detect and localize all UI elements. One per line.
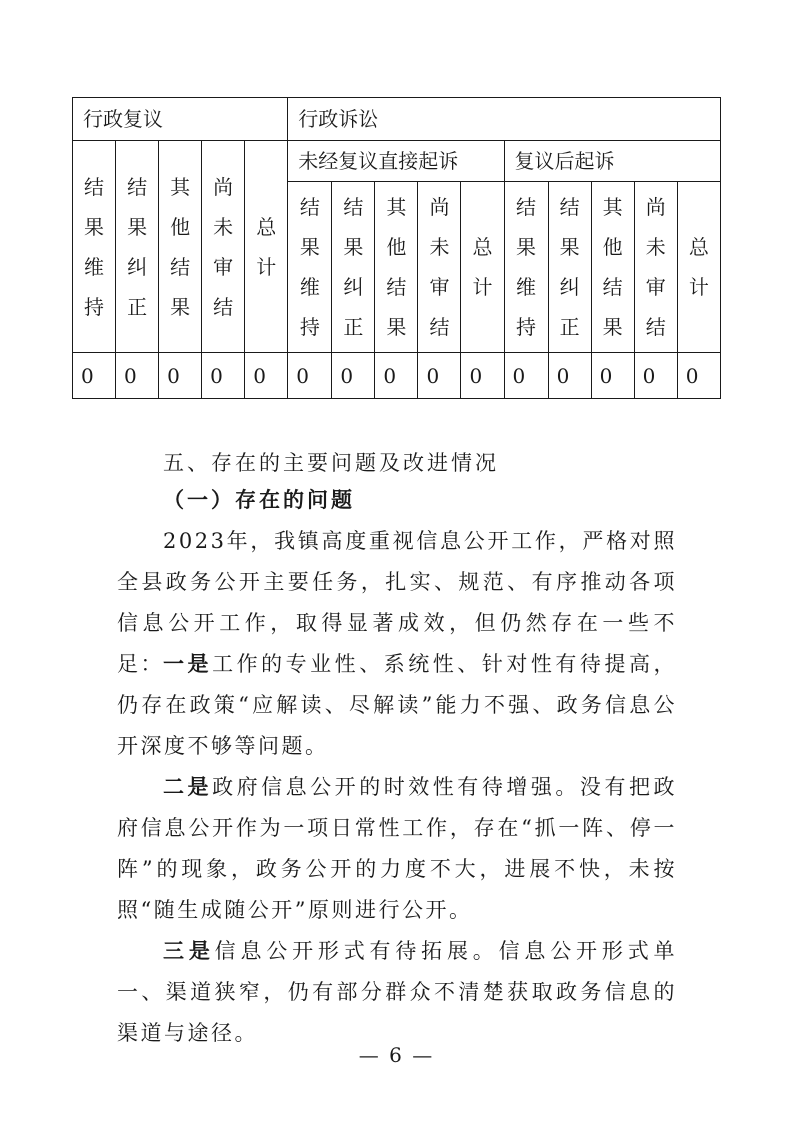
section-subheading: （一）存在的问题 [163,488,355,512]
value-cell: 0 [677,353,720,399]
point-3-paragraph [117,931,677,1054]
col-review-corrected: 结果纠正 [116,141,159,353]
value-cell: 0 [73,353,116,399]
point-2-text: 政府信息公开的时效性有待增强。没有把政府信息公开作为一项日常性工作，存在“抓一阵、停一阵”的现象，政务公开的力度不大，进展不快，未按照“随生成随公开”原则进行公开。 [117,775,678,922]
point-1-paragraph [117,644,677,767]
col-after-pending: 尚未审结 [634,182,677,353]
col-direct-pending: 尚未审结 [418,182,461,353]
value-cell: 0 [288,353,332,399]
col-review-pending: 尚未审结 [202,141,245,353]
point-2-lead: 二是 [163,775,213,799]
col-after-total: 总计 [677,182,720,353]
col-review-other: 其他结果 [159,141,202,353]
header-admin-litigation: 行政诉讼 [288,98,721,141]
litigation-review-table [72,97,721,399]
col-review-total: 总计 [245,141,288,353]
value-cell: 0 [548,353,591,399]
col-after-corrected: 结果纠正 [548,182,591,353]
point-3-lead: 三是 [163,939,215,963]
value-cell: 0 [159,353,202,399]
intro-paragraph: 2023年，我镇高度重视信息公开工作，严格对照全县政务公开主要任务，扎实、规范、有序推动各项信息公开工作，取得显著成效，但仍然存在一些不足： [117,529,677,676]
value-cell: 0 [591,353,634,399]
col-after-other: 其他结果 [591,182,634,353]
value-cell: 0 [418,353,461,399]
point-1-text: 工作的专业性、系统性、针对性有待提高，仍存在政策“应解读、尽解读”能力不强、政务信息公开深度不够等问题。 [117,652,678,758]
value-cell: 0 [332,353,375,399]
page-number: — 6 — [358,1043,435,1067]
value-cell: 0 [116,353,159,399]
value-cell: 0 [202,353,245,399]
col-direct-corrected: 结果纠正 [332,182,375,353]
section-heading: 五、存在的主要问题及改进情况 [163,451,499,475]
value-cell: 0 [375,353,418,399]
value-cell: 0 [461,353,504,399]
col-after-upheld: 结果维持 [504,182,548,353]
header-after-review-suit: 复议后起诉 [504,141,720,182]
point-1-lead: 一是 [163,652,213,676]
col-review-upheld: 结果维持 [73,141,116,353]
col-direct-total: 总计 [461,182,504,353]
point-3-text: 信息公开形式有待拓展。信息公开形式单一、渠道狭窄，仍有部分群众不清楚获取政务信息的渠道与途径。 [117,939,678,1045]
header-admin-review: 行政复议 [73,98,288,141]
value-cell: 0 [504,353,548,399]
value-cell: 0 [245,353,288,399]
value-cell: 0 [634,353,677,399]
col-direct-upheld: 结果维持 [288,182,332,353]
point-2-paragraph [117,767,677,931]
header-direct-suit: 未经复议直接起诉 [288,141,504,182]
col-direct-other: 其他结果 [375,182,418,353]
